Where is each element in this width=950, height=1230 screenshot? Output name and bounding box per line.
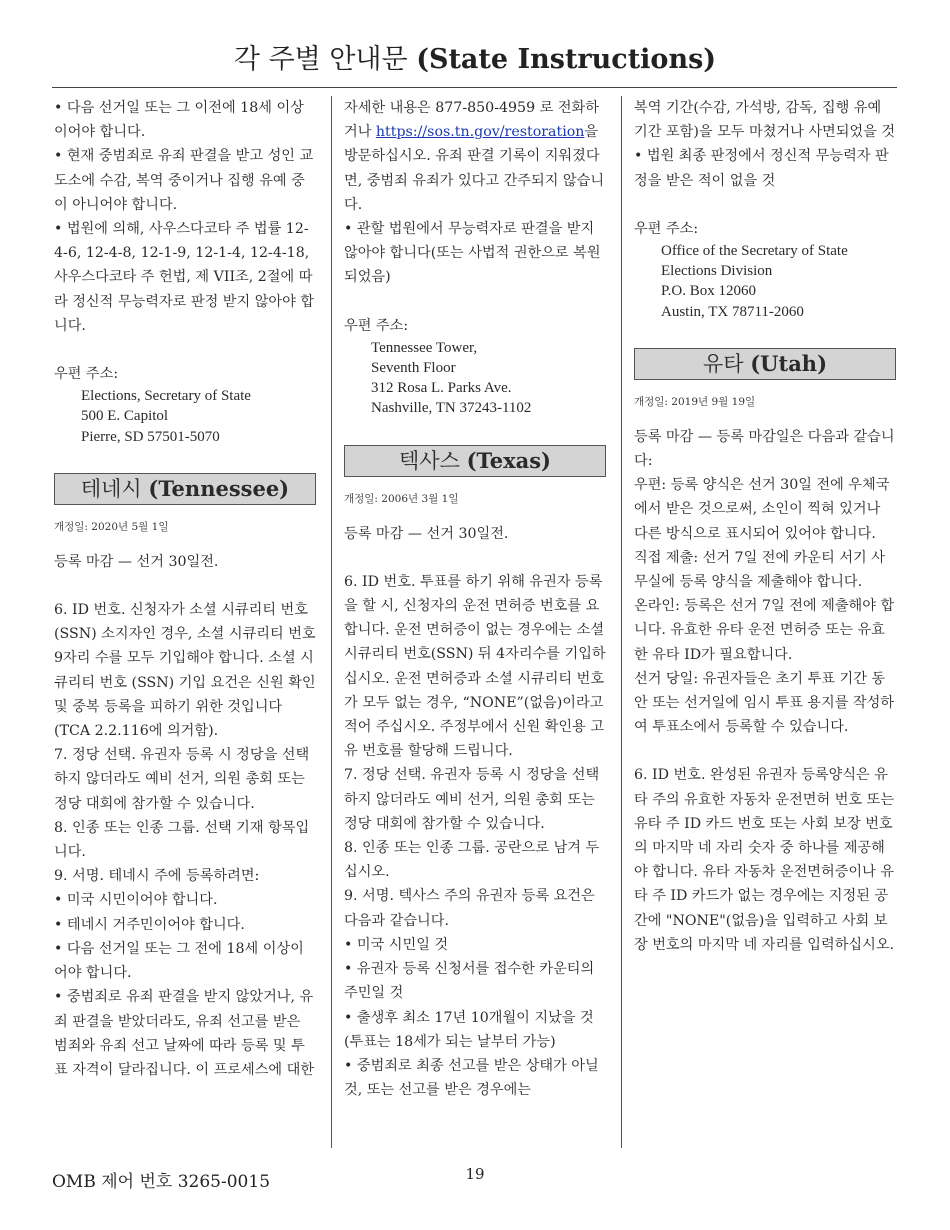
page-number: 19 (465, 1165, 485, 1183)
page-title-korean: 각 주별 안내문 (233, 44, 408, 75)
tx-mail-label: 우편 주소: (634, 220, 699, 237)
utah-deadline-in-person: 직접 제출: 선거 7일 전에 카운티 서기 사무실에 등록 양식을 제출해야 합니다. (634, 549, 885, 591)
texas-requirement-competency: • 법원 최종 판정에서 정신적 무능력자 판정을 받은 적이 없을 것 (634, 148, 889, 189)
tennessee-requirement: • 테네시 거주민이어야 합니다. (54, 916, 245, 933)
sd-requirement-felony: • 현재 중범죄로 유죄 판결을 받고 성인 교도소에 수감, 복역 중이거나 집행 유예 중이 아니어야 합니다. (54, 148, 314, 213)
texas-heading-ko: 텍사스 (399, 448, 460, 473)
tennessee-revised-date: 개정일: 2020년 5월 1일 (54, 520, 169, 533)
column-1 (54, 96, 316, 1082)
utah-deadline-online: 온라인: 등록은 선거 7일 전에 제출해야 합니다. 유효한 유타 운전 면허증 또는 유효한 유타 ID가 필요합니다. (634, 598, 895, 663)
tennessee-party: 7. 정당 선택. 유권자 등록 시 정당을 선택하지 않더라도 예비 선거, 의원 총회 또는 정당 대회에 참가할 수 있습니다. (54, 747, 310, 812)
utah-revised-date: 개정일: 2019년 9월 19일 (634, 395, 756, 408)
tennessee-continued-pre: 자세한 내용은 877-850-4959 로 전화하거나 (344, 100, 599, 141)
title-rule (52, 87, 897, 88)
omb-control-number: OMB 제어 번호 3265-0015 (52, 1172, 271, 1192)
texas-continued: 복역 기간(수감, 가석방, 감독, 집행 유예 기간 포함)을 모두 마쳤거나 사면되었을 것 (634, 100, 896, 141)
tennessee-heading-ko: 테네시 (80, 476, 142, 501)
utah-heading-ko: 유타 (702, 351, 744, 376)
column-divider-1 (331, 96, 332, 1148)
texas-deadline: 등록 마감 — 선거 30일전. (344, 525, 509, 542)
texas-race: 8. 인종 또는 인종 그룹. 공란으로 남겨 두십시오. (344, 840, 600, 881)
sd-mail-label: 우편 주소: (54, 366, 119, 383)
texas-requirement: • 유권자 등록 신청서를 접수한 카운티의 주민일 것 (344, 961, 595, 1002)
texas-id-number: 6. ID 번호. 투표를 하기 위해 유권자 등록을 할 시, 신청자의 운전 면허증 번호를 요합니다. 운전 면허증이 없는 경우에는 소셜 시큐리티 번호(SSN) 뒤 4자리수를 기입하십시오. 운전 면허증과 소셜 시큐리티 번호가 모두 없는 경우, “NONE”(없음)이라고 적어 주십시오. 주정부에서 신원 확인용 고유 번호를 할당해 드립니다. (344, 573, 606, 760)
address-line: Austin, TX 78711-2060 (661, 303, 804, 320)
address-line: Seventh Floor (371, 360, 456, 377)
tennessee-requirement: • 중범죄로 유죄 판결을 받지 않았거나, 유죄 판결을 받았더라도, 유죄 선고를 받은 범죄와 유죄 선고 날짜에 따라 등록 및 투표 자격이 달라집니다. 이 프로세스에 대한 (54, 989, 315, 1078)
address-line: Nashville, TN 37243-1102 (371, 400, 532, 417)
tennessee-heading (54, 473, 316, 505)
tennessee-signature: 9. 서명. 테네시 주에 등록하려면: (54, 868, 260, 885)
column-3 (634, 96, 896, 957)
restoration-link[interactable]: https://sos.tn.gov/restoration (375, 124, 585, 141)
address-line: 500 E. Capitol (81, 408, 169, 425)
texas-party: 7. 정당 선택. 유권자 등록 시 정당을 선택하지 않더라도 예비 선거, 의원 총회 또는 정당 대회에 참가할 수 있습니다. (344, 767, 600, 832)
texas-signature: 9. 서명. 텍사스 주의 유권자 등록 요건은 다음과 같습니다. (344, 888, 595, 929)
column-2 (344, 96, 606, 1102)
tn-mail-address (344, 338, 606, 419)
tx-mail-address (634, 241, 896, 322)
tennessee-requirement-competency: • 관할 법원에서 무능력자로 판결을 받지 않아야 합니다(또는 사법적 권한으로 복원되었음) (344, 221, 601, 286)
sd-mail-address (54, 386, 316, 447)
address-line: P.O. Box 12060 (661, 283, 757, 300)
tennessee-requirement: • 다음 선거일 또는 그 전에 18세 이상이어야 합니다. (54, 940, 304, 982)
tennessee-deadline: 등록 마감 — 선거 30일전. (54, 553, 219, 570)
texas-revised-date: 개정일: 2006년 3월 1일 (344, 492, 459, 505)
tennessee-race: 8. 인종 또는 인종 그룹. 선택 기재 항목입니다. (54, 819, 310, 861)
utah-deadline-mail: 우편: 등록 양식은 선거 30일 전에 우체국에서 받은 것으로써, 소인이 찍혀 있거나 다른 방식으로 표시되어 있어야 합니다. (634, 477, 890, 542)
sd-requirement-competency: • 법원에 의해, 사우스다코타 주 법률 12-4-6, 12-4-8, 12-1-9, 12-1-4, 12-4-18, 사우스다코타 주 헌법, 제 VII조, 2절에 따라 정신적 무능력자로 판정 받지 않아야 합니다. (54, 221, 315, 334)
utah-deadline-intro: 등록 마감 — 등록 마감일은 다음과 같습니다: (634, 428, 895, 470)
utah-id-number: 6. ID 번호. 완성된 유권자 등록양식은 유타 주의 유효한 자동차 운전면허 번호 또는 유타 주 ID 카드 번호 또는 사회 보장 번호의 마지막 네 자리 숫자 중 하나를 제공해야 합니다. 유타 자동차 운전면허증이나 유타 주 ID 카드가 없는 경우에는 지정된 공간에 "NONE"(없음)을 입력하고 사회 보장 번호의 마지막 네 자리를 입력하십시오. (634, 767, 895, 953)
address-line: Elections Division (661, 263, 773, 280)
address-line: 312 Rosa L. Parks Ave. (371, 380, 512, 397)
tn-mail-label: 우편 주소: (344, 317, 409, 334)
address-line: Tennessee Tower, (371, 339, 478, 356)
address-line: Office of the Secretary of State (661, 243, 848, 260)
tennessee-id-number: 6. ID 번호. 신청자가 소셜 시큐리티 번호(SSN) 소지자인 경우, 소셜 시큐리티 번호 9자리 수를 모두 기입해야 합니다. 소셜 시큐리티 번호 (SSN) 기입 요건은 신원 확인 및 중복 등록을 피하기 위한 것입니다 (TCA 2.2.116에 의거함). (54, 602, 316, 740)
texas-heading-en: (Texas) (466, 447, 551, 473)
texas-requirement: • 중범죄로 최종 선고를 받은 상태가 아닐 것, 또는 선고를 받은 경우에는 (344, 1057, 599, 1099)
utah-heading (634, 348, 896, 380)
tennessee-heading-en: (Tennessee) (148, 475, 290, 501)
tennessee-continued-post: 을 방문하십시오. 유죄 판결 기록이 지워졌다면, 중범죄 유죄가 있다고 간주되지 않습니다. (344, 124, 605, 213)
tennessee-requirement: • 미국 시민이어야 합니다. (54, 892, 218, 909)
page-title-english: (State Instructions) (416, 44, 717, 75)
page-title (0, 40, 950, 80)
tennessee-continued (344, 96, 606, 217)
sd-requirement-age: • 다음 선거일 또는 그 이전에 18세 이상이어야 합니다. (54, 100, 304, 141)
address-line: Pierre, SD 57501-5070 (81, 428, 220, 445)
column-divider-2 (621, 96, 622, 1148)
address-line: Elections, Secretary of State (81, 388, 251, 405)
texas-requirement: • 출생후 최소 17년 10개월이 지났을 것 (투표는 18세가 되는 날부터 가능) (344, 1009, 594, 1050)
utah-deadline-election-day: 선거 당일: 유권자들은 초기 투표 기간 동안 또는 선거일에 임시 투표 용지를 작성하여 투표소에서 등록할 수 있습니다. (634, 670, 895, 736)
texas-requirement: • 미국 시민일 것 (344, 936, 449, 953)
utah-heading-en: (Utah) (750, 350, 828, 376)
texas-heading (344, 445, 606, 477)
